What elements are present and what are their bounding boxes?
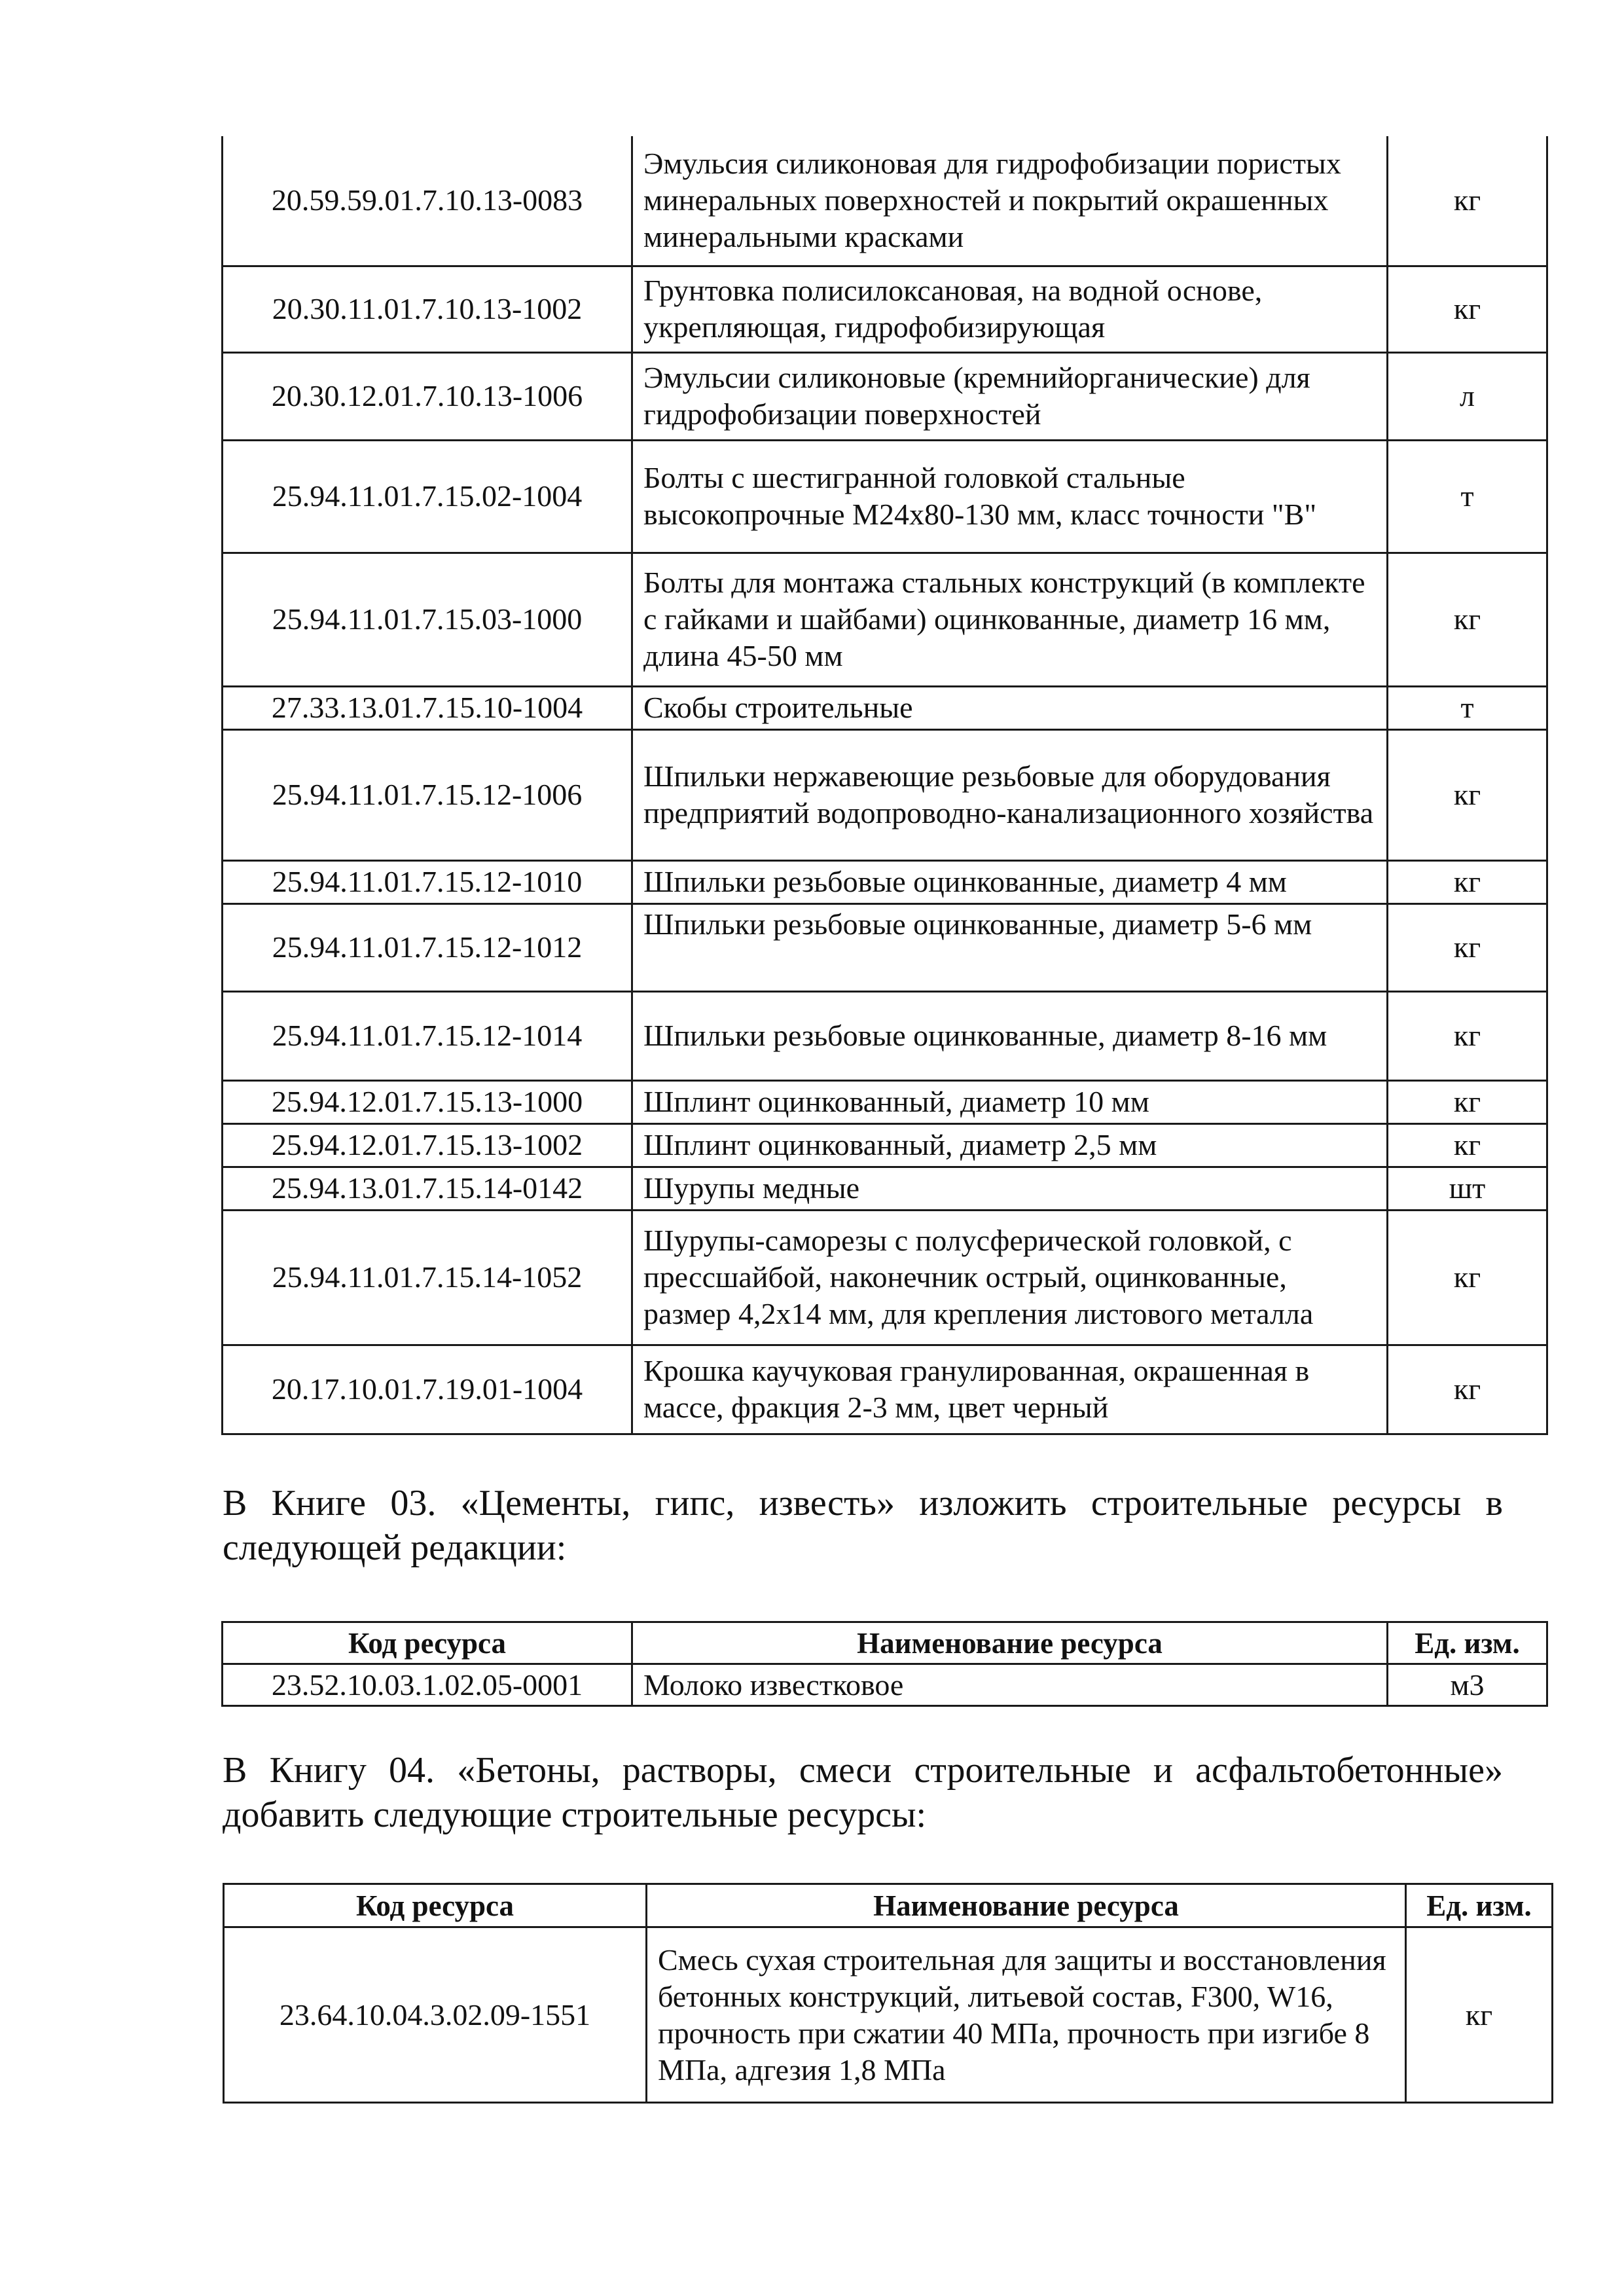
book-03-instruction: В Книге 03. «Цементы, гипс, известь» изложить строительные ресурсы в следующей редакции: [223,1483,1503,1568]
resources-table-continued [221,136,1548,1435]
resource-name: Шурупы-саморезы с полусферической головкой, с прессшайбой, наконечник острый, оцинкованные, размер 4,2х14 мм, для крепления листового металла [632,1210,1388,1345]
resource-name: Смесь сухая строительная для защиты и восстановления бетонных конструкций, литьевой состав, F300, W16, прочность при сжатии 40 МПа, прочность при изгибе 8 МПа, адгезия 1,8 МПа [647,1927,1406,2103]
resource-unit: кг [1388,729,1547,860]
table-row [223,903,1547,991]
resource-unit: кг [1388,553,1547,686]
resource-name: Болты с шестигранной головкой стальные высокопрочные М24х80-130 мм, класс точности "В" [632,440,1388,553]
table-row [223,440,1547,553]
table-row [223,1210,1547,1345]
resource-name: Шпильки резьбовые оцинкованные, диаметр 8-16 мм [632,991,1388,1080]
resource-code: 25.94.11.01.7.15.12-1014 [223,991,632,1080]
resource-name: Молоко известковое [632,1664,1388,1706]
resource-code: 27.33.13.01.7.15.10-1004 [223,686,632,729]
book-03-resources-table [221,1621,1548,1707]
resource-name: Болты для монтажа стальных конструкций (в комплекте с гайками и шайбами) оцинкованные, диаметр 16 мм, длина 45-50 мм [632,553,1388,686]
resource-code: 25.94.12.01.7.15.13-1000 [223,1080,632,1123]
table-row [223,991,1547,1080]
table-row [223,729,1547,860]
resource-name: Скобы строительные [632,686,1388,729]
column-header-name: Наименование ресурса [647,1884,1406,1927]
resource-name: Шпильки резьбовые оцинкованные, диаметр 5-6 мм [632,903,1388,991]
book-04-resources-table [223,1883,1553,2104]
resource-name: Эмульсии силиконовые (кремнийорганические) для гидрофобизации поверхностей [632,352,1388,440]
resource-unit: кг [1388,1210,1547,1345]
resource-unit: кг [1388,1080,1547,1123]
resource-unit: т [1388,440,1547,553]
table-row [223,1123,1547,1167]
column-header-code: Код ресурса [224,1884,647,1927]
resource-unit: кг [1388,266,1547,352]
column-header-name: Наименование ресурса [632,1622,1388,1664]
table-row [223,266,1547,352]
table-row [223,553,1547,686]
table-row [223,1345,1547,1434]
resource-name: Грунтовка полисилоксановая, на водной основе, укрепляющая, гидрофобизирующая [632,266,1388,352]
table-row [223,1664,1547,1706]
resource-code: 20.59.59.01.7.10.13-0083 [223,136,632,266]
resource-code: 25.94.13.01.7.15.14-0142 [223,1167,632,1210]
resource-name: Крошка каучуковая гранулированная, окрашенная в массе, фракция 2-3 мм, цвет черный [632,1345,1388,1434]
column-header-unit: Ед. изм. [1406,1884,1553,1927]
resource-unit: кг [1406,1927,1553,2103]
resource-name: Шплинт оцинкованный, диаметр 2,5 мм [632,1123,1388,1167]
column-header-unit: Ед. изм. [1388,1622,1547,1664]
resource-name: Шпильки нержавеющие резьбовые для оборудования предприятий водопроводно-канализационного хозяйства [632,729,1388,860]
column-header-code: Код ресурса [223,1622,632,1664]
resource-unit: кг [1388,136,1547,266]
table-row [223,860,1547,903]
resource-code: 25.94.11.01.7.15.03-1000 [223,553,632,686]
resource-name: Эмульсия силиконовая для гидрофобизации пористых минеральных поверхностей и покрытий окрашенных минеральными красками [632,136,1388,266]
resource-name: Шурупы медные [632,1167,1388,1210]
table-row [223,352,1547,440]
resource-unit: л [1388,352,1547,440]
table-row [223,136,1547,266]
resource-unit: кг [1388,991,1547,1080]
resource-unit: кг [1388,860,1547,903]
resource-unit: м3 [1388,1664,1547,1706]
resource-unit: т [1388,686,1547,729]
resource-code: 25.94.12.01.7.15.13-1002 [223,1123,632,1167]
table-row [223,686,1547,729]
resource-code: 20.30.12.01.7.10.13-1006 [223,352,632,440]
resource-unit: кг [1388,903,1547,991]
resource-code: 20.30.11.01.7.10.13-1002 [223,266,632,352]
resource-name: Шпильки резьбовые оцинкованные, диаметр 4 мм [632,860,1388,903]
resource-code: 25.94.11.01.7.15.02-1004 [223,440,632,553]
resource-name: Шплинт оцинкованный, диаметр 10 мм [632,1080,1388,1123]
table-row [224,1927,1553,2103]
resource-unit: кг [1388,1123,1547,1167]
resource-code: 25.94.11.01.7.15.12-1012 [223,903,632,991]
table-header-row [224,1884,1553,1927]
resource-code: 23.52.10.03.1.02.05-0001 [223,1664,632,1706]
book-04-instruction: В Книгу 04. «Бетоны, растворы, смеси строительные и асфальтобетонные» добавить следующие строительные ресурсы: [223,1750,1503,1835]
resource-code: 25.94.11.01.7.15.12-1010 [223,860,632,903]
resource-unit: шт [1388,1167,1547,1210]
resource-unit: кг [1388,1345,1547,1434]
table-row [223,1167,1547,1210]
table-header-row [223,1622,1547,1664]
resource-code: 25.94.11.01.7.15.12-1006 [223,729,632,860]
resource-code: 25.94.11.01.7.15.14-1052 [223,1210,632,1345]
table-row [223,1080,1547,1123]
resource-code: 20.17.10.01.7.19.01-1004 [223,1345,632,1434]
resource-code: 23.64.10.04.3.02.09-1551 [224,1927,647,2103]
